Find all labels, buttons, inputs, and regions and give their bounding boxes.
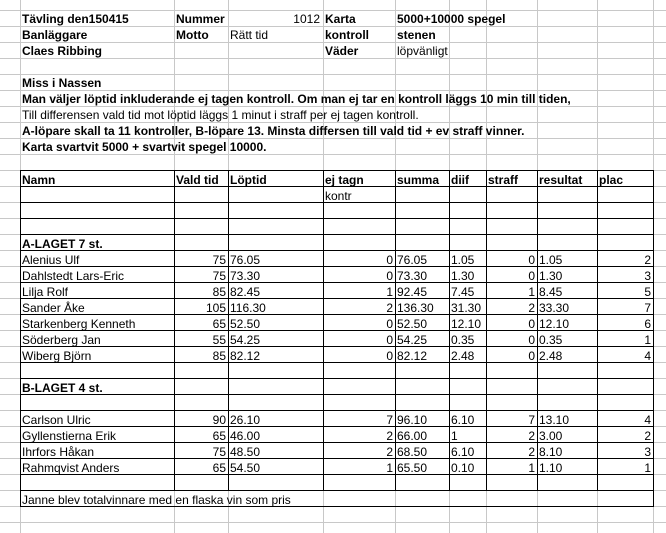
cell-res: 8.10 (539, 445, 563, 459)
table-border-horizontal (20, 394, 654, 395)
cell-res: 8.45 (539, 285, 563, 299)
cell-straff: 2 (528, 429, 535, 443)
cell-lop: 54.50 (230, 461, 261, 475)
cell-summa: 92.45 (397, 285, 428, 299)
cell-plac: 4 (644, 349, 651, 363)
footer-note: Janne blev totalvinnare med en flaska vin som pris (22, 493, 291, 507)
col-header-sum: summa (397, 173, 440, 187)
cell-res: 1.30 (539, 269, 563, 283)
cell-res: 1.05 (539, 253, 563, 267)
cell-summa: 136.30 (397, 301, 434, 315)
col-header-place: plac (599, 173, 624, 187)
cell-plac: 3 (644, 269, 651, 283)
header-weather-value: löpvänligt (397, 44, 448, 58)
header-number-label: Nummer (176, 12, 225, 26)
table-border-vertical (228, 170, 229, 490)
cell-diff: 6.10 (451, 413, 475, 427)
cell-summa: 52.50 (397, 317, 428, 331)
table-border-horizontal (20, 378, 654, 379)
cell-plac: 7 (644, 301, 651, 315)
cell-vald: 65 (212, 317, 226, 331)
cell-straff: 1 (528, 285, 535, 299)
table-border-vertical (395, 170, 396, 490)
cell-diff: 1 (451, 429, 458, 443)
header-competition-date: Tävling den150415 (22, 12, 129, 26)
group-b-label: B-LAGET 4 st. (22, 381, 103, 395)
cell-vald: 55 (212, 333, 226, 347)
cell-ej: 2 (386, 429, 393, 443)
table-border-horizontal (20, 410, 654, 411)
cell-lop: 46.00 (230, 429, 261, 443)
table-border-horizontal (20, 490, 654, 491)
col-header-name: Namn (22, 173, 56, 187)
cell-vald: 85 (212, 349, 226, 363)
header-motto-value: Rätt tid (230, 28, 269, 42)
cell-vald: 85 (212, 285, 226, 299)
header-course-setter-name: Claes Ribbing (22, 44, 103, 58)
cell-namn: Ihrfors Håkan (22, 445, 95, 459)
col-header-missed-sub: kontr (325, 189, 352, 203)
cell-res: 0.35 (539, 333, 563, 347)
table-border-vertical (174, 170, 175, 490)
cell-namn: Dahlstedt Lars-Eric (22, 269, 125, 283)
cell-straff: 0 (528, 269, 535, 283)
header-motto-label: Motto (176, 28, 209, 42)
col-header-result: resultat (539, 173, 583, 187)
table-border-horizontal (20, 170, 654, 171)
cell-plac: 1 (644, 461, 651, 475)
cell-plac: 1 (644, 333, 651, 347)
cell-straff: 0 (528, 317, 535, 331)
cell-summa: 96.10 (397, 413, 428, 427)
table-border-vertical (486, 170, 487, 490)
cell-plac: 3 (644, 445, 651, 459)
cell-vald: 75 (212, 253, 226, 267)
cell-namn: Sander Åke (22, 301, 85, 315)
table-border-vertical (537, 170, 538, 490)
cell-ej: 1 (386, 285, 393, 299)
cell-plac: 2 (644, 253, 651, 267)
cell-plac: 4 (644, 413, 651, 427)
cell-namn: Rahmqvist Anders (22, 461, 120, 475)
col-header-chosen-time: Vald tid (176, 173, 219, 187)
cell-ej: 7 (386, 413, 393, 427)
cell-diff: 31.30 (451, 301, 482, 315)
cell-lop: 48.50 (230, 445, 261, 459)
cell-vald: 75 (212, 269, 226, 283)
cell-summa: 68.50 (397, 445, 428, 459)
cell-straff: 0 (528, 253, 535, 267)
table-border-vertical (449, 170, 450, 490)
cell-summa: 73.30 (397, 269, 428, 283)
cell-summa: 82.12 (397, 349, 428, 363)
cell-plac: 6 (644, 317, 651, 331)
cell-straff: 0 (528, 349, 535, 363)
cell-vald: 105 (205, 301, 226, 315)
cell-diff: 7.45 (451, 285, 475, 299)
notes-title: Miss i Nassen (22, 76, 102, 90)
notes-line-2: Till differensen vald tid mot löptid läggs 1 minut i straff per ej tagen kontroll. (22, 108, 419, 122)
table-border-horizontal (20, 250, 654, 251)
col-header-diff: diif (451, 173, 469, 187)
col-header-missed: ej tagn (325, 173, 364, 187)
table-border-vertical (20, 170, 21, 506)
table-border-horizontal (20, 234, 654, 235)
cell-lop: 54.25 (230, 333, 261, 347)
cell-vald: 65 (212, 429, 226, 443)
cell-res: 3.00 (539, 429, 563, 443)
cell-lop: 76.05 (230, 253, 261, 267)
cell-namn: Wiberg Björn (22, 349, 92, 363)
cell-diff: 0.35 (451, 333, 475, 347)
cell-ej: 0 (386, 253, 393, 267)
cell-diff: 12.10 (451, 317, 482, 331)
cell-namn: Lilja Rolf (22, 285, 69, 299)
cell-res: 12.10 (539, 317, 570, 331)
header-map-label: Karta (325, 12, 356, 26)
header-course-setter-label: Banläggare (22, 28, 88, 42)
header-control-label: kontroll (325, 28, 369, 42)
cell-res: 33.30 (539, 301, 570, 315)
cell-straff: 2 (528, 445, 535, 459)
cell-res: 13.10 (539, 413, 570, 427)
cell-ej: 0 (386, 349, 393, 363)
table-border-vertical (323, 170, 324, 490)
cell-diff: 1.05 (451, 253, 475, 267)
cell-lop: 116.30 (230, 301, 266, 315)
cell-ej: 2 (386, 301, 393, 315)
cell-straff: 7 (528, 413, 535, 427)
cell-lop: 52.50 (230, 317, 261, 331)
col-header-penalty: straff (488, 173, 519, 187)
cell-namn: Alenius Ulf (22, 253, 80, 267)
cell-summa: 54.25 (397, 333, 428, 347)
cell-diff: 0.10 (451, 461, 475, 475)
cell-summa: 66.00 (397, 429, 428, 443)
cell-ej: 0 (386, 317, 393, 331)
notes-line-1: Man väljer löptid inkluderande ej tagen kontroll. Om man ej tar en kontroll läggs 10 min till tiden, (22, 92, 571, 106)
cell-namn: Gyllenstierna Erik (22, 429, 117, 443)
cell-namn: Starkenberg Kenneth (22, 317, 136, 331)
cell-diff: 2.48 (451, 349, 475, 363)
cell-lop: 73.30 (230, 269, 261, 283)
cell-plac: 5 (644, 285, 651, 299)
table-border-vertical (653, 170, 654, 506)
header-number-value: 1012 (293, 12, 320, 26)
cell-lop: 82.45 (230, 285, 261, 299)
cell-summa: 65.50 (397, 461, 428, 475)
notes-line-4: Karta svartvit 5000 + svartvit spegel 10000. (22, 140, 267, 154)
cell-diff: 6.10 (451, 445, 475, 459)
cell-lop: 26.10 (230, 413, 261, 427)
cell-namn: Söderberg Jan (22, 333, 101, 347)
cell-vald: 90 (212, 413, 226, 427)
cell-vald: 75 (212, 445, 226, 459)
cell-res: 2.48 (539, 349, 563, 363)
header-control-value: stenen (397, 28, 436, 42)
group-a-label: A-LAGET 7 st. (22, 237, 103, 251)
cell-ej: 1 (386, 461, 393, 475)
cell-ej: 2 (386, 445, 393, 459)
header-weather-label: Väder (325, 44, 359, 58)
table-border-horizontal (20, 218, 654, 219)
notes-line-3: A-löpare skall ta 11 kontroller, B-löpare 13. Minsta differsen till vald tid + ev straff vinner. (22, 124, 525, 138)
cell-straff: 0 (528, 333, 535, 347)
cell-ej: 0 (386, 333, 393, 347)
col-header-run-time: Löptid (230, 173, 267, 187)
header-map-value: 5000+10000 spegel (397, 12, 506, 26)
cell-namn: Carlson Ulric (22, 413, 91, 427)
cell-diff: 1.30 (451, 269, 475, 283)
cell-vald: 65 (212, 461, 226, 475)
gridline-horizontal (0, 522, 666, 523)
cell-plac: 2 (644, 429, 651, 443)
cell-lop: 82.12 (230, 349, 261, 363)
table-border-vertical (597, 170, 598, 490)
cell-ej: 0 (386, 269, 393, 283)
cell-straff: 2 (528, 301, 535, 315)
cell-straff: 1 (528, 461, 535, 475)
cell-summa: 76.05 (397, 253, 428, 267)
cell-res: 1.10 (539, 461, 563, 475)
